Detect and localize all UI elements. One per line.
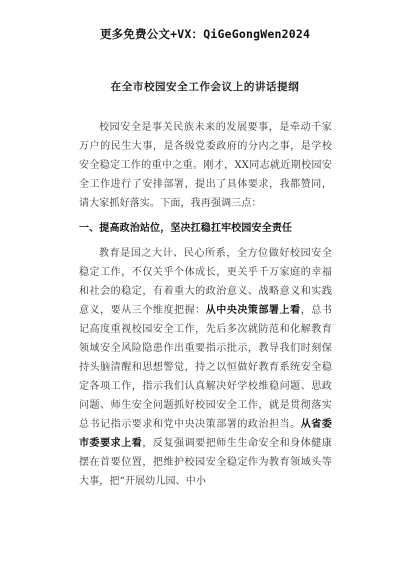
bold-phrase-central: 从中央决策部署上看: [205, 305, 301, 316]
section-heading-1: 一、提高政治站位，坚决扛稳扛牢校园安全责任: [79, 223, 293, 234]
speech-title: 在全市校园安全工作会议上的讲话提纲: [110, 81, 300, 93]
paragraph-section-1: [79, 244, 332, 491]
document-body: [79, 118, 332, 491]
paragraph-text: ，反复强调要把师生生命安全和身体健康摆在首要位置，把维护校园安全稳定作为教育领域头等大事，把“开展幼儿园、中小: [79, 438, 332, 487]
page-header-banner: 更多免费公文+VX：QiGeGongWen2024: [99, 27, 311, 41]
paragraph-intro: 校园安全是事关民族未来的发展要事，是牵动千家万户的民生大事，是各级党委政府的分内之事，是学校安全稳定工作的重中之重。刚才，XX同志就近期校园安全工作进行了安排部署，提出了具体要求，我都赞同，请大家抓好落实。下面，我再强调三点：: [79, 122, 332, 209]
bold-phrase-provincial: 从省委市委要求上看: [79, 419, 333, 449]
paragraph-text: ，总书记高度重视校园安全工作，先后多次就防范和化解教育领域安全风险隐患作出重要指示批示，教导我们时刻保持头脑清醒和思想警觉，持之以恒做好教育系统安全稳定各项工作，指示我们认真解决好学校维稳问题、思政问题、师生安全问题抓好校园安全工作，就是贯彻落实总书记指示要求和党中央决策部署的政治担当。: [79, 305, 332, 430]
paragraph-text: 教育是国之大计、民心所系，全方位做好校园安全稳定工作，不仅关乎个体成长，更关乎千万家庭的幸福和社会的稳定，有着重大的政治意义、战略意义和实践意义，要从三个维度把握：: [79, 248, 332, 316]
